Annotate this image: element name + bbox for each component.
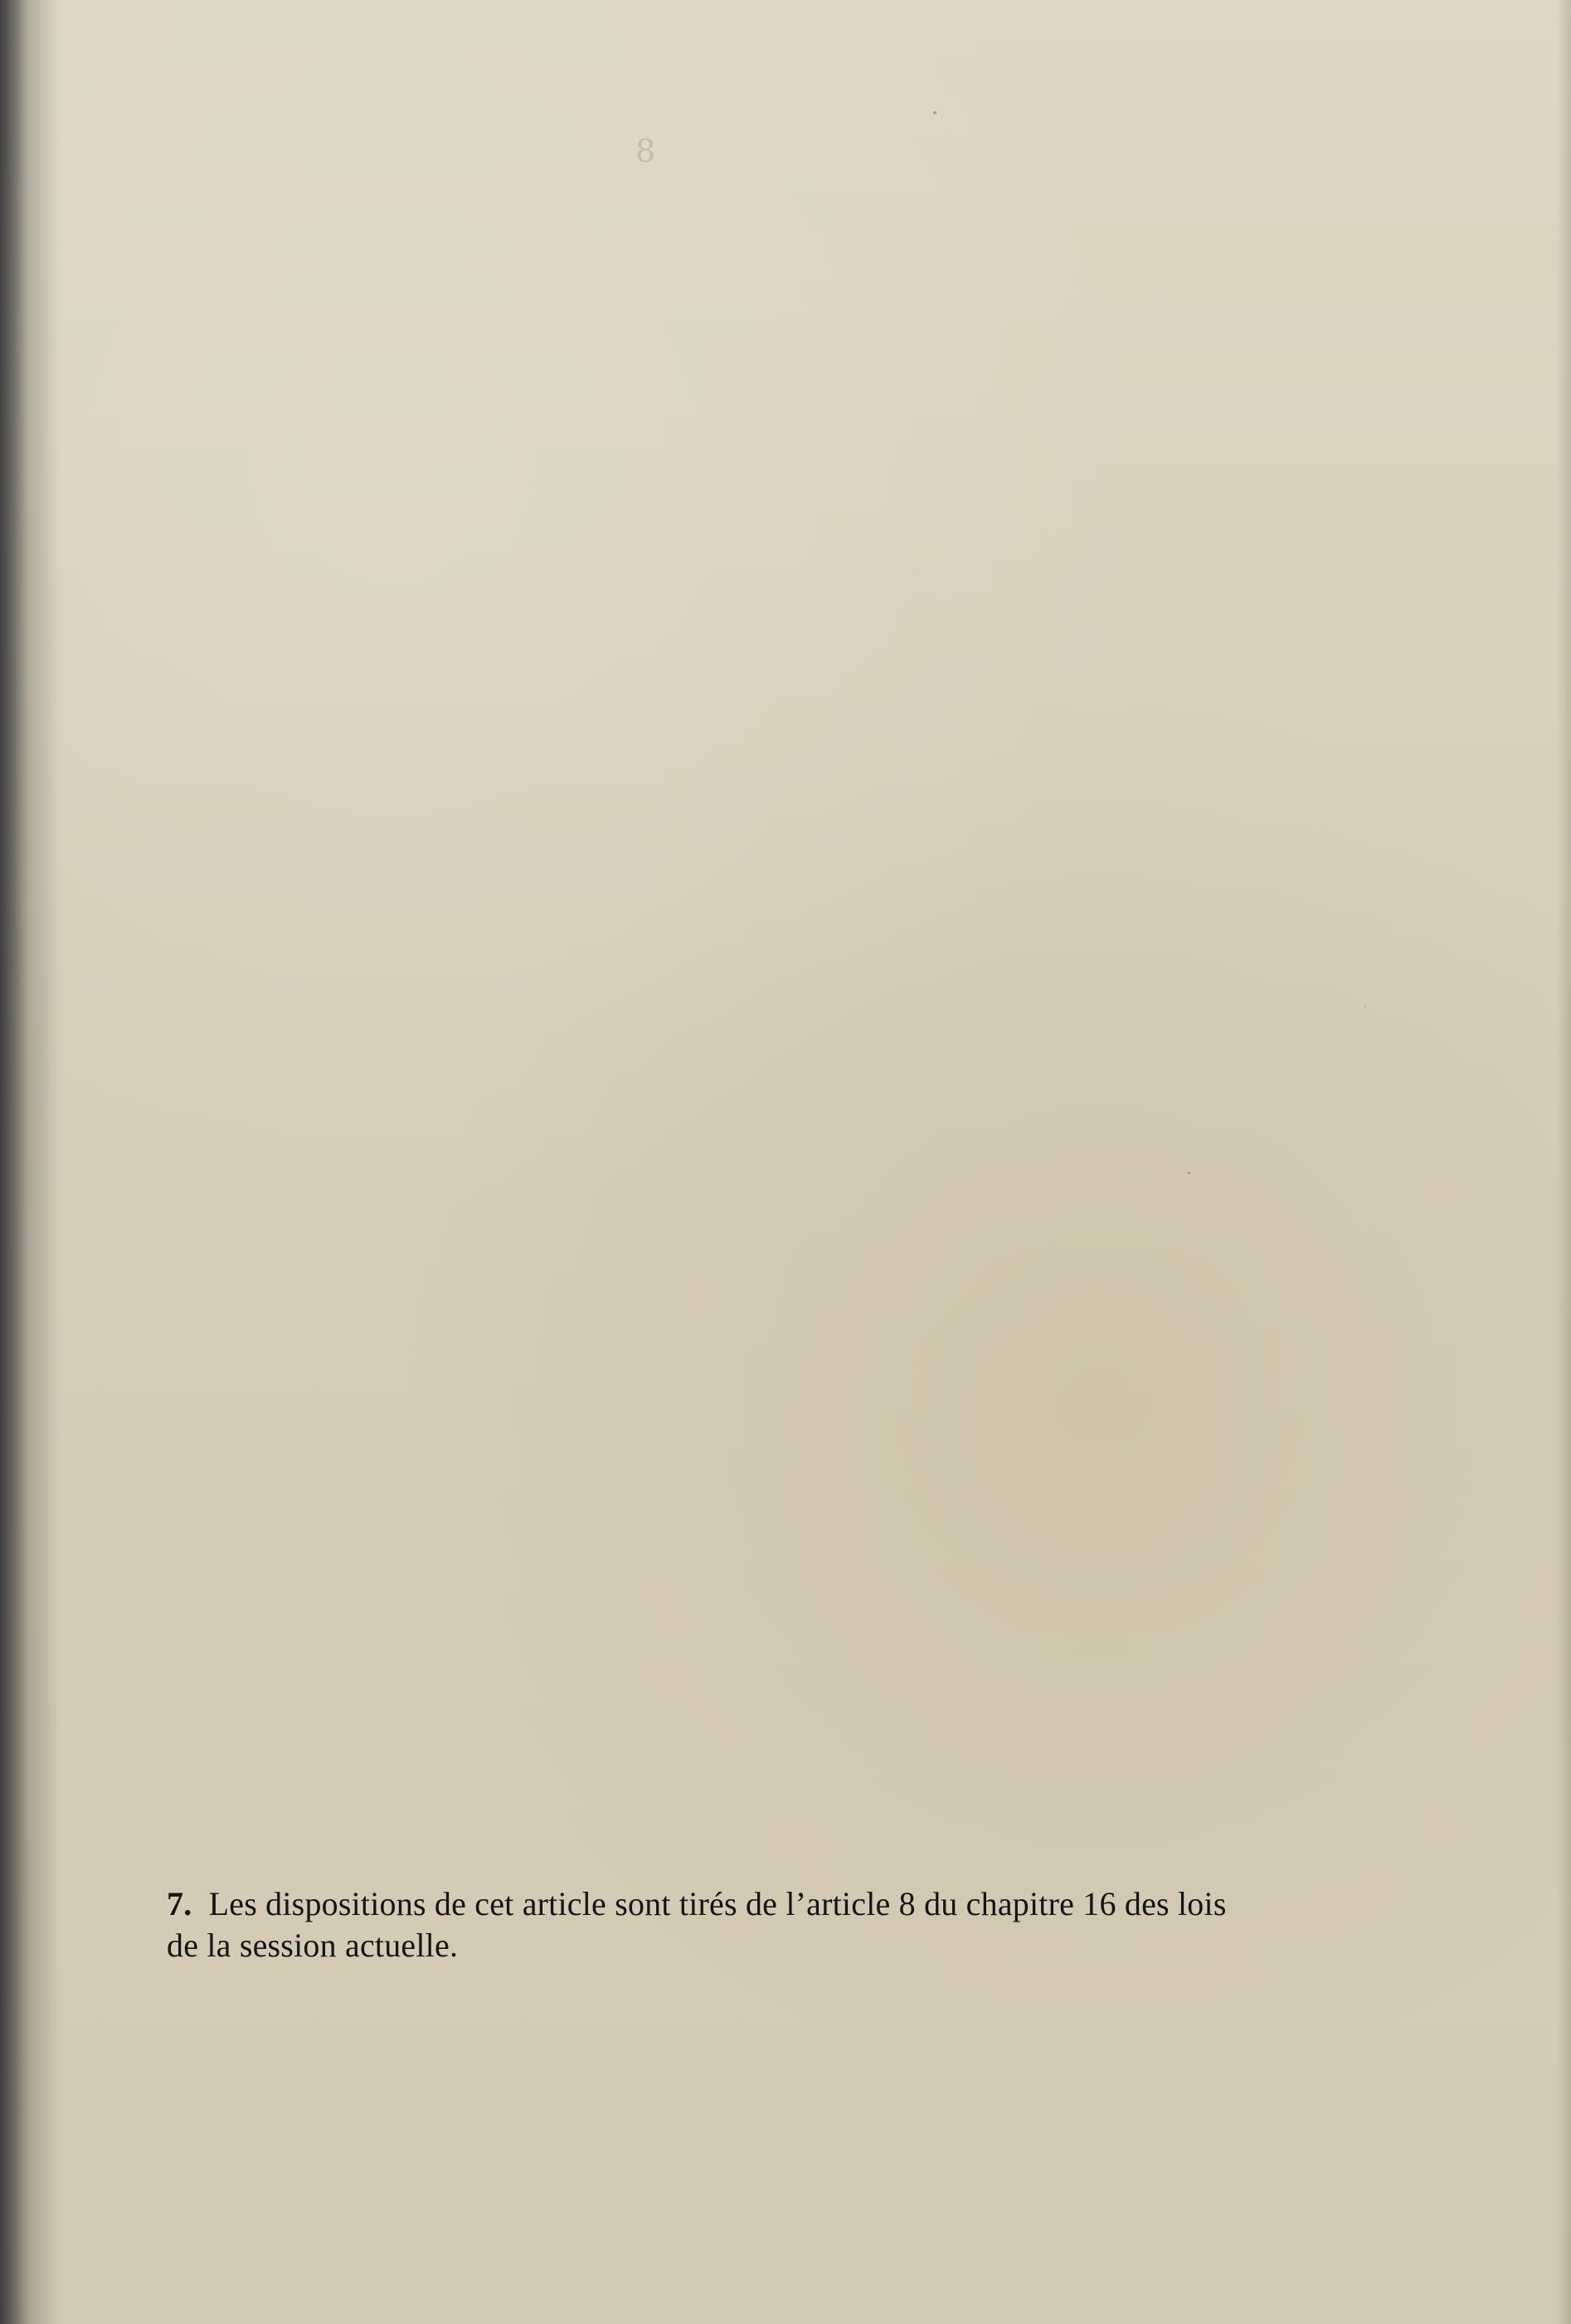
paper-speck: [933, 111, 936, 114]
bleed-through-text: [158, 212, 1219, 1921]
paper-speck: [1364, 1006, 1366, 1007]
ghost-page-number: 8: [635, 133, 656, 169]
right-edge-shadow: [1556, 0, 1571, 2324]
binding-shadow: [0, 0, 58, 2324]
ghost-line-numbers: [76, 369, 134, 974]
note-text: Les dispositions de cet article sont tirés de l’article 8 du chapitre 16 des lois de la session actuelle.: [167, 1885, 1227, 1964]
note-number: 7.: [167, 1885, 192, 1922]
main-note: [167, 1883, 1228, 1966]
paper-speck: [1188, 1172, 1190, 1174]
